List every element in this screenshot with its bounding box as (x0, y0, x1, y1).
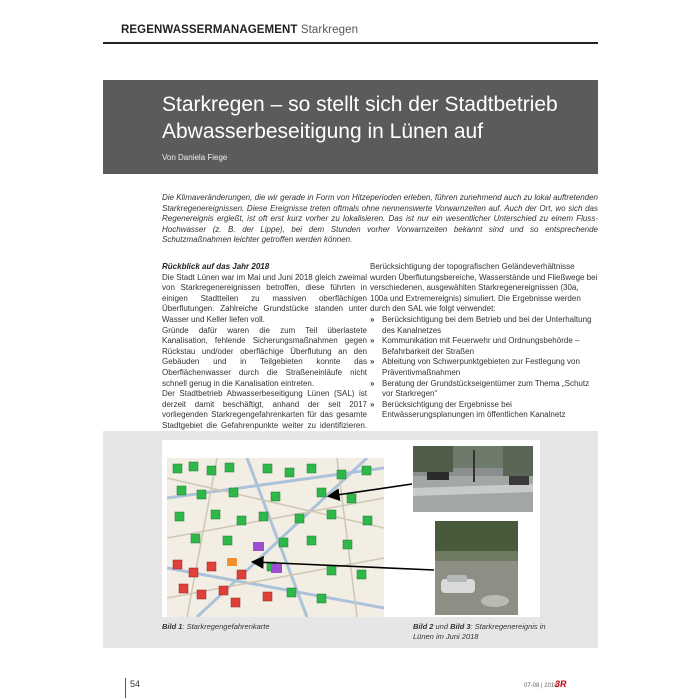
caption-connector: und (433, 622, 451, 631)
publisher-logo: 3R (555, 679, 567, 689)
header-rule (103, 42, 598, 44)
issue-label: 07-08 | 2018 (524, 683, 558, 689)
section-header (121, 24, 358, 36)
caption-label: Bild 3 (450, 622, 471, 631)
figure-arrows (162, 440, 540, 617)
article-title (162, 91, 592, 145)
paragraph-1: Die Stadt Lünen war im Mai und Juni 2018 gleich zweimal von Starkregenereignissen betroffen, diese führten in einigen Stadtteilen zu massiven oberflächigen Überflutungen. Zahlreiche Grundstücke standen unter Wasser und Keller liefen voll. (162, 272, 367, 324)
column-right (370, 262, 598, 421)
bullet-text: Beratung der Grundstückseigentümer zum Thema „Schutz vor Starkregen“ (382, 378, 590, 399)
bullet-marker: » (370, 378, 375, 388)
caption-text: : Starkregenereignis in Lünen im Juni 2018 (413, 622, 546, 641)
bullet-item (370, 336, 598, 357)
bullet-text: Berücksichtigung bei dem Betrieb und bei der Unterhaltung des Kanalnetzes (382, 314, 592, 335)
footer-rule (125, 678, 126, 698)
bullet-item (370, 315, 598, 336)
paragraph-2: Gründe dafür waren die zum Teil überlastete Kanalisation, fehlende Sicherungsmaßnahmen gegen Rückstau und/oder oberflächige Überflutung an den Gebäuden und in Teilgebieten konnte das Oberflächenwasser durch die Straßeneinläufe nicht schnell genug in die Kanalisation eintreten. (162, 325, 367, 388)
caption-text: : Starkregengefahrenkarte (182, 622, 270, 631)
caption-figure-1 (162, 622, 270, 632)
bullet-item (370, 379, 598, 400)
caption-label: Bild 1 (162, 622, 183, 631)
section-label: REGENWASSERMANAGEMENT (121, 24, 298, 36)
bullet-marker: » (370, 357, 375, 367)
caption-label: Bild 2 (413, 622, 434, 631)
page-number: 54 (130, 679, 141, 689)
bullet-text: Berücksichtigung der Ergebnisse bei Entwässerungsplanungen im öffentlichen Kanalnetz (382, 399, 566, 420)
intro-paragraph: Die Klimaveränderungen, die wir gerade in Form von Hitzeperioden erleben, führen zunehmend auch zu lokal auftretenden Starkregenereignissen. Diese Ereignisse treten oftmals ohne nennenswerte Vorwarnzeiten auf. Auch der Ort, wo sich das Regenereignis ergießt, ist oft erst kurz vorher zu lokalisieren. Das ist nur ein wesentlicher Unterschied zu einem Fluss-Hochwasser (z. B. der Lippe), bei dem Stunden vorher Vorwarnzeiten bekannt sind und so entsprechende Schutzmaßnahmen leichter getroffen werden können. (162, 193, 598, 245)
bullet-item (370, 357, 598, 378)
bullet-marker: » (370, 399, 375, 409)
bullet-text: Ableitung von Schwerpunktgebieten zur Festlegung von Präventivmaßnahmen (382, 357, 580, 377)
subsection-label: Starkregen (300, 24, 359, 36)
author-line: Von Daniela Fiege (162, 153, 228, 162)
bullet-text: Kommunikation mit Feuerwehr und Ordnungsbehörde – Befahrbarkeit der Straßen (382, 336, 580, 356)
bullet-marker: » (370, 336, 375, 346)
bullet-marker: » (370, 314, 375, 324)
column-heading: Rückblick auf das Jahr 2018 (162, 262, 270, 271)
title-line-1: Starkregen – so stellt sich der Stadtbetrieb (162, 93, 558, 116)
paragraph-4: Berücksichtigung der topografischen Geländeverhältnisse wurden Überflutungsbereiche, Wasserstände und Fließwege bei verschiedenen, ausgewählten Starkregenereignissen (30a, 100a und Extremereignis) simuliert. Die Ergebnisse werden durch den SAL wie folgt verwendet: (370, 262, 598, 314)
paragraph-3: Der Stadtbetrieb Abwasserbeseitigung Lünen (SAL) ist derzeit damit beschäftigt, anhand der seit 2017 vorliegenden Starkregengefahrenkarten für das gesamte Stadtgebiet die Gefahrenpunkte weiter zu identifizieren. (162, 389, 367, 430)
title-line-2: Abwasserbeseitigung in Lünen auf (162, 120, 484, 143)
column-left (162, 262, 367, 442)
caption-figure-2-3 (413, 622, 563, 642)
bullet-item (370, 400, 598, 421)
